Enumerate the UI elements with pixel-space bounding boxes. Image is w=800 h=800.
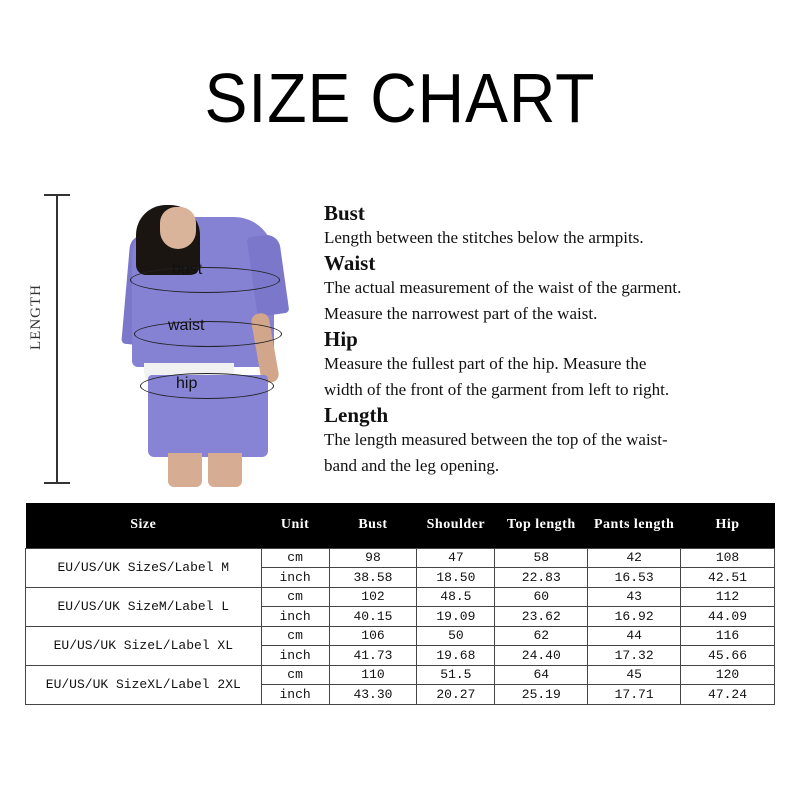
ruler-bottom-cap — [44, 482, 70, 484]
table-cell: 17.71 — [588, 685, 681, 705]
table-cell: 110 — [329, 665, 417, 685]
table-row — [26, 665, 775, 685]
header-hip: Hip — [681, 503, 775, 548]
unit-cell: cm — [261, 626, 329, 646]
header-unit: Unit — [261, 503, 329, 548]
table-row — [26, 626, 775, 646]
waist-description-line-2: Measure the narrowest part of the waist. — [324, 304, 598, 323]
table-cell: 106 — [329, 626, 417, 646]
table-cell: 51.5 — [417, 665, 495, 685]
table-cell: 48.5 — [417, 587, 495, 607]
table-cell: 40.15 — [329, 607, 417, 627]
hip-description-line-1: Measure the fullest part of the hip. Measure the — [324, 354, 647, 373]
size-name-cell: EU/US/UK SizeXL/Label 2XL — [26, 665, 262, 704]
unit-cell: inch — [261, 685, 329, 705]
table-cell: 98 — [329, 548, 417, 568]
table-cell: 58 — [495, 548, 588, 568]
ruler-label: LENGTH — [28, 284, 44, 350]
table-cell: 24.40 — [495, 646, 588, 666]
bust-measure-ring — [130, 267, 280, 293]
table-cell: 20.27 — [417, 685, 495, 705]
waist-heading: Waist — [324, 251, 376, 275]
header-size: Size — [26, 503, 262, 548]
model-figure — [120, 195, 290, 490]
table-cell: 23.62 — [495, 607, 588, 627]
header-pants-length: Pants length — [588, 503, 681, 548]
bust-label: bust — [172, 261, 203, 278]
size-table — [25, 503, 775, 705]
unit-cell: cm — [261, 587, 329, 607]
bust-description: Length between the stitches below the armpits. — [324, 228, 644, 247]
table-cell: 44 — [588, 626, 681, 646]
table-cell: 112 — [681, 587, 775, 607]
waist-measure-ring — [134, 321, 282, 347]
table-cell: 47 — [417, 548, 495, 568]
measurement-descriptions — [324, 201, 794, 479]
unit-cell: inch — [261, 607, 329, 627]
table-cell: 47.24 — [681, 685, 775, 705]
table-cell: 16.92 — [588, 607, 681, 627]
table-cell: 50 — [417, 626, 495, 646]
table-cell: 116 — [681, 626, 775, 646]
length-heading: Length — [324, 403, 389, 427]
table-cell: 42 — [588, 548, 681, 568]
unit-cell: inch — [261, 568, 329, 588]
unit-cell: cm — [261, 548, 329, 568]
header-top-length: Top length — [495, 503, 588, 548]
table-cell: 43.30 — [329, 685, 417, 705]
hip-description-line-2: width of the front of the garment from left to right. — [324, 380, 670, 399]
table-cell: 45 — [588, 665, 681, 685]
unit-cell: cm — [261, 665, 329, 685]
table-cell: 102 — [329, 587, 417, 607]
table-cell: 18.50 — [417, 568, 495, 588]
table-cell: 62 — [495, 626, 588, 646]
table-cell: 45.66 — [681, 646, 775, 666]
bust-heading: Bust — [324, 201, 365, 225]
table-cell: 22.83 — [495, 568, 588, 588]
table-cell: 38.58 — [329, 568, 417, 588]
table-cell: 41.73 — [329, 646, 417, 666]
hip-heading: Hip — [324, 327, 358, 351]
waist-label: waist — [168, 317, 205, 334]
table-cell: 43 — [588, 587, 681, 607]
table-cell: 19.68 — [417, 646, 495, 666]
page-title: SIZE CHART — [204, 59, 596, 137]
length-description-line-2: band and the leg opening. — [324, 456, 500, 475]
table-row — [26, 587, 775, 607]
hip-measure-ring — [140, 373, 274, 399]
table-row — [26, 548, 775, 568]
table-cell: 120 — [681, 665, 775, 685]
table-cell: 64 — [495, 665, 588, 685]
table-cell: 108 — [681, 548, 775, 568]
table-cell: 44.09 — [681, 607, 775, 627]
length-description-line-1: The length measured between the top of the waist- — [324, 430, 668, 449]
length-ruler — [56, 195, 58, 484]
left-leg — [168, 453, 202, 487]
header-bust: Bust — [329, 503, 417, 548]
table-cell: 17.32 — [588, 646, 681, 666]
size-name-cell: EU/US/UK SizeS/Label M — [26, 548, 262, 587]
table-cell: 60 — [495, 587, 588, 607]
right-leg — [208, 453, 242, 487]
table-cell: 42.51 — [681, 568, 775, 588]
size-name-cell: EU/US/UK SizeL/Label XL — [26, 626, 262, 665]
size-name-cell: EU/US/UK SizeM/Label L — [26, 587, 262, 626]
table-cell: 16.53 — [588, 568, 681, 588]
unit-cell: inch — [261, 646, 329, 666]
hip-label: hip — [176, 375, 198, 392]
table-cell: 19.09 — [417, 607, 495, 627]
table-cell: 25.19 — [495, 685, 588, 705]
face — [160, 207, 196, 249]
waist-description-line-1: The actual measurement of the waist of the garment. — [324, 278, 682, 297]
table-header-row — [26, 503, 775, 548]
header-shoulder: Shoulder — [417, 503, 495, 548]
